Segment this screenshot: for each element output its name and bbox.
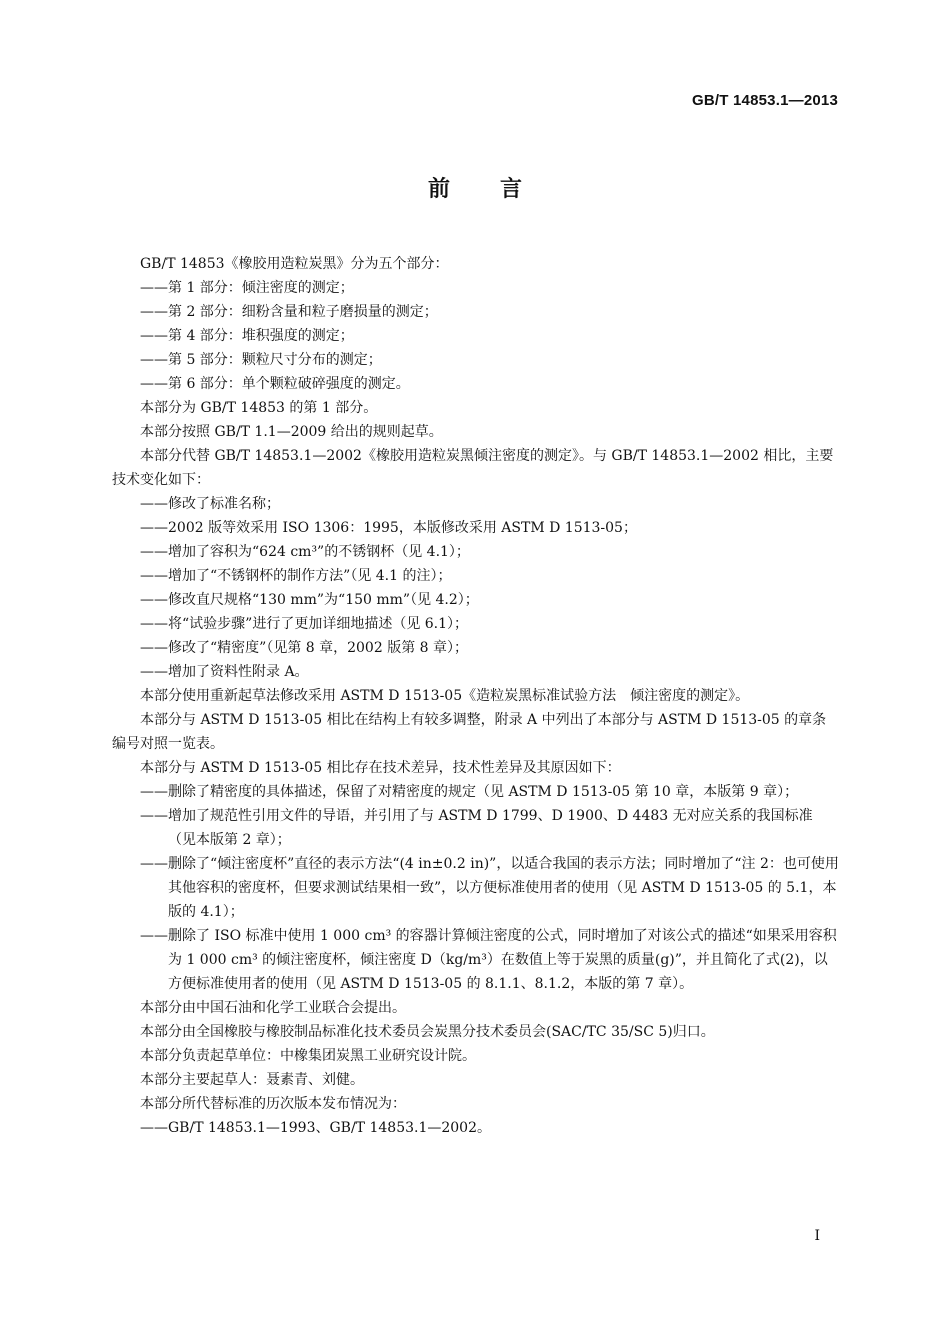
list-item: ——增加了规范性引用文件的导语，并引用了与 ASTM D 1799、D 1900、D 4483 无对应关系的我国标准（见本版第 2 章）；: [140, 808, 813, 848]
list-item: ——增加了“不锈钢杯的制作方法”（见 4.1 的注）；: [140, 568, 452, 584]
list-item: ——GB/T 14853.1—1993、GB/T 14853.1—2002。: [140, 1120, 491, 1136]
list-item: ——删除了精密度的具体描述，保留了对精密度的规定（见 ASTM D 1513-05 第 10 章，本版第 9 章）；: [140, 784, 799, 800]
list-item: ——修改了“精密度”（见第 8 章，2002 版第 8 章）；: [140, 640, 469, 656]
list-item: ——第 1 部分：倾注密度的测定；: [140, 280, 354, 296]
paragraph: 本部分由全国橡胶与橡胶制品标准化技术委员会炭黑分技术委员会(SAC/TC 35/SC 5)归口。: [140, 1024, 715, 1040]
list-item: ——删除了“倾注密度杯”直径的表示方法“(4 in±0.2 in)”，以适合我国的表示方法；同时增加了“注 2：也可使用其他容积的密度杯，但要求测试结果相一致”，以方便标准使用者的使用（见 ASTM D 1513-05 的 5.1，本版的 4.1）；: [140, 856, 839, 920]
page-number: I: [814, 1228, 820, 1244]
paragraph: 本部分按照 GB/T 1.1—2009 给出的规则起草。: [140, 424, 443, 440]
paragraph: 本部分代替 GB/T 14853.1—2002《橡胶用造粒炭黑倾注密度的测定》。与 GB/T 14853.1—2002 相比，主要技术变化如下：: [112, 448, 834, 488]
list-item: ——第 2 部分：细粉含量和粒子磨损量的测定；: [140, 304, 438, 320]
paragraph: 本部分使用重新起草法修改采用 ASTM D 1513-05《造粒炭黑标准试验方法 倾注密度的测定》。: [140, 688, 750, 704]
list-item: ——第 4 部分：堆积强度的测定；: [140, 328, 354, 344]
list-item: ——修改直尺规格“130 mm”为“150 mm”（见 4.2）；: [140, 592, 479, 608]
list-item: ——增加了容积为“624 cm³”的不锈钢杯（见 4.1）；: [140, 544, 470, 560]
list-item: ——第 6 部分：单个颗粒破碎强度的测定。: [140, 376, 410, 392]
paragraph: 本部分由中国石油和化学工业联合会提出。: [140, 1000, 406, 1016]
list-item: ——修改了标准名称；: [140, 496, 280, 512]
list-item: ——增加了资料性附录 A。: [140, 664, 309, 680]
list-item: ——将“试验步骤”进行了更加详细地描述（见 6.1）；: [140, 616, 469, 632]
standard-number: GB/T 14853.1—2013: [692, 92, 838, 109]
list-item: ——删除了 ISO 标准中使用 1 000 cm³ 的容器计算倾注密度的公式，同时增加了对该公式的描述“如果采用容积为 1 000 cm³ 的倾注密度杯，倾注密度 D（kg/m³）在数值上等于炭黑的质量(g)”，并且简化了式(2)，以方便标准使用者的使用（见 ASTM D 1513-05 的 8.1.1、8.1.2，本版的第 7 章）。: [140, 928, 837, 992]
paragraph: GB/T 14853《橡胶用造粒炭黑》分为五个部分：: [140, 256, 449, 272]
list-item: ——2002 版等效采用 ISO 1306：1995，本版修改采用 ASTM D 1513-05；: [140, 520, 637, 536]
paragraph: 本部分所代替标准的历次版本发布情况为：: [140, 1096, 406, 1112]
paragraph: 本部分为 GB/T 14853 的第 1 部分。: [140, 400, 378, 416]
page-title: 前言: [427, 177, 572, 202]
paragraph: 本部分与 ASTM D 1513-05 相比在结构上有较多调整，附录 A 中列出了本部分与 ASTM D 1513-05 的章条编号对照一览表。: [112, 712, 827, 752]
paragraph: 本部分与 ASTM D 1513-05 相比存在技术差异，技术性差异及其原因如下：: [140, 760, 621, 776]
paragraph: 本部分主要起草人：聂素青、刘健。: [140, 1072, 364, 1088]
list-item: ——第 5 部分：颗粒尺寸分布的测定；: [140, 352, 382, 368]
foreword-body: [112, 252, 840, 1140]
paragraph: 本部分负责起草单位：中橡集团炭黑工业研究设计院。: [140, 1048, 476, 1064]
